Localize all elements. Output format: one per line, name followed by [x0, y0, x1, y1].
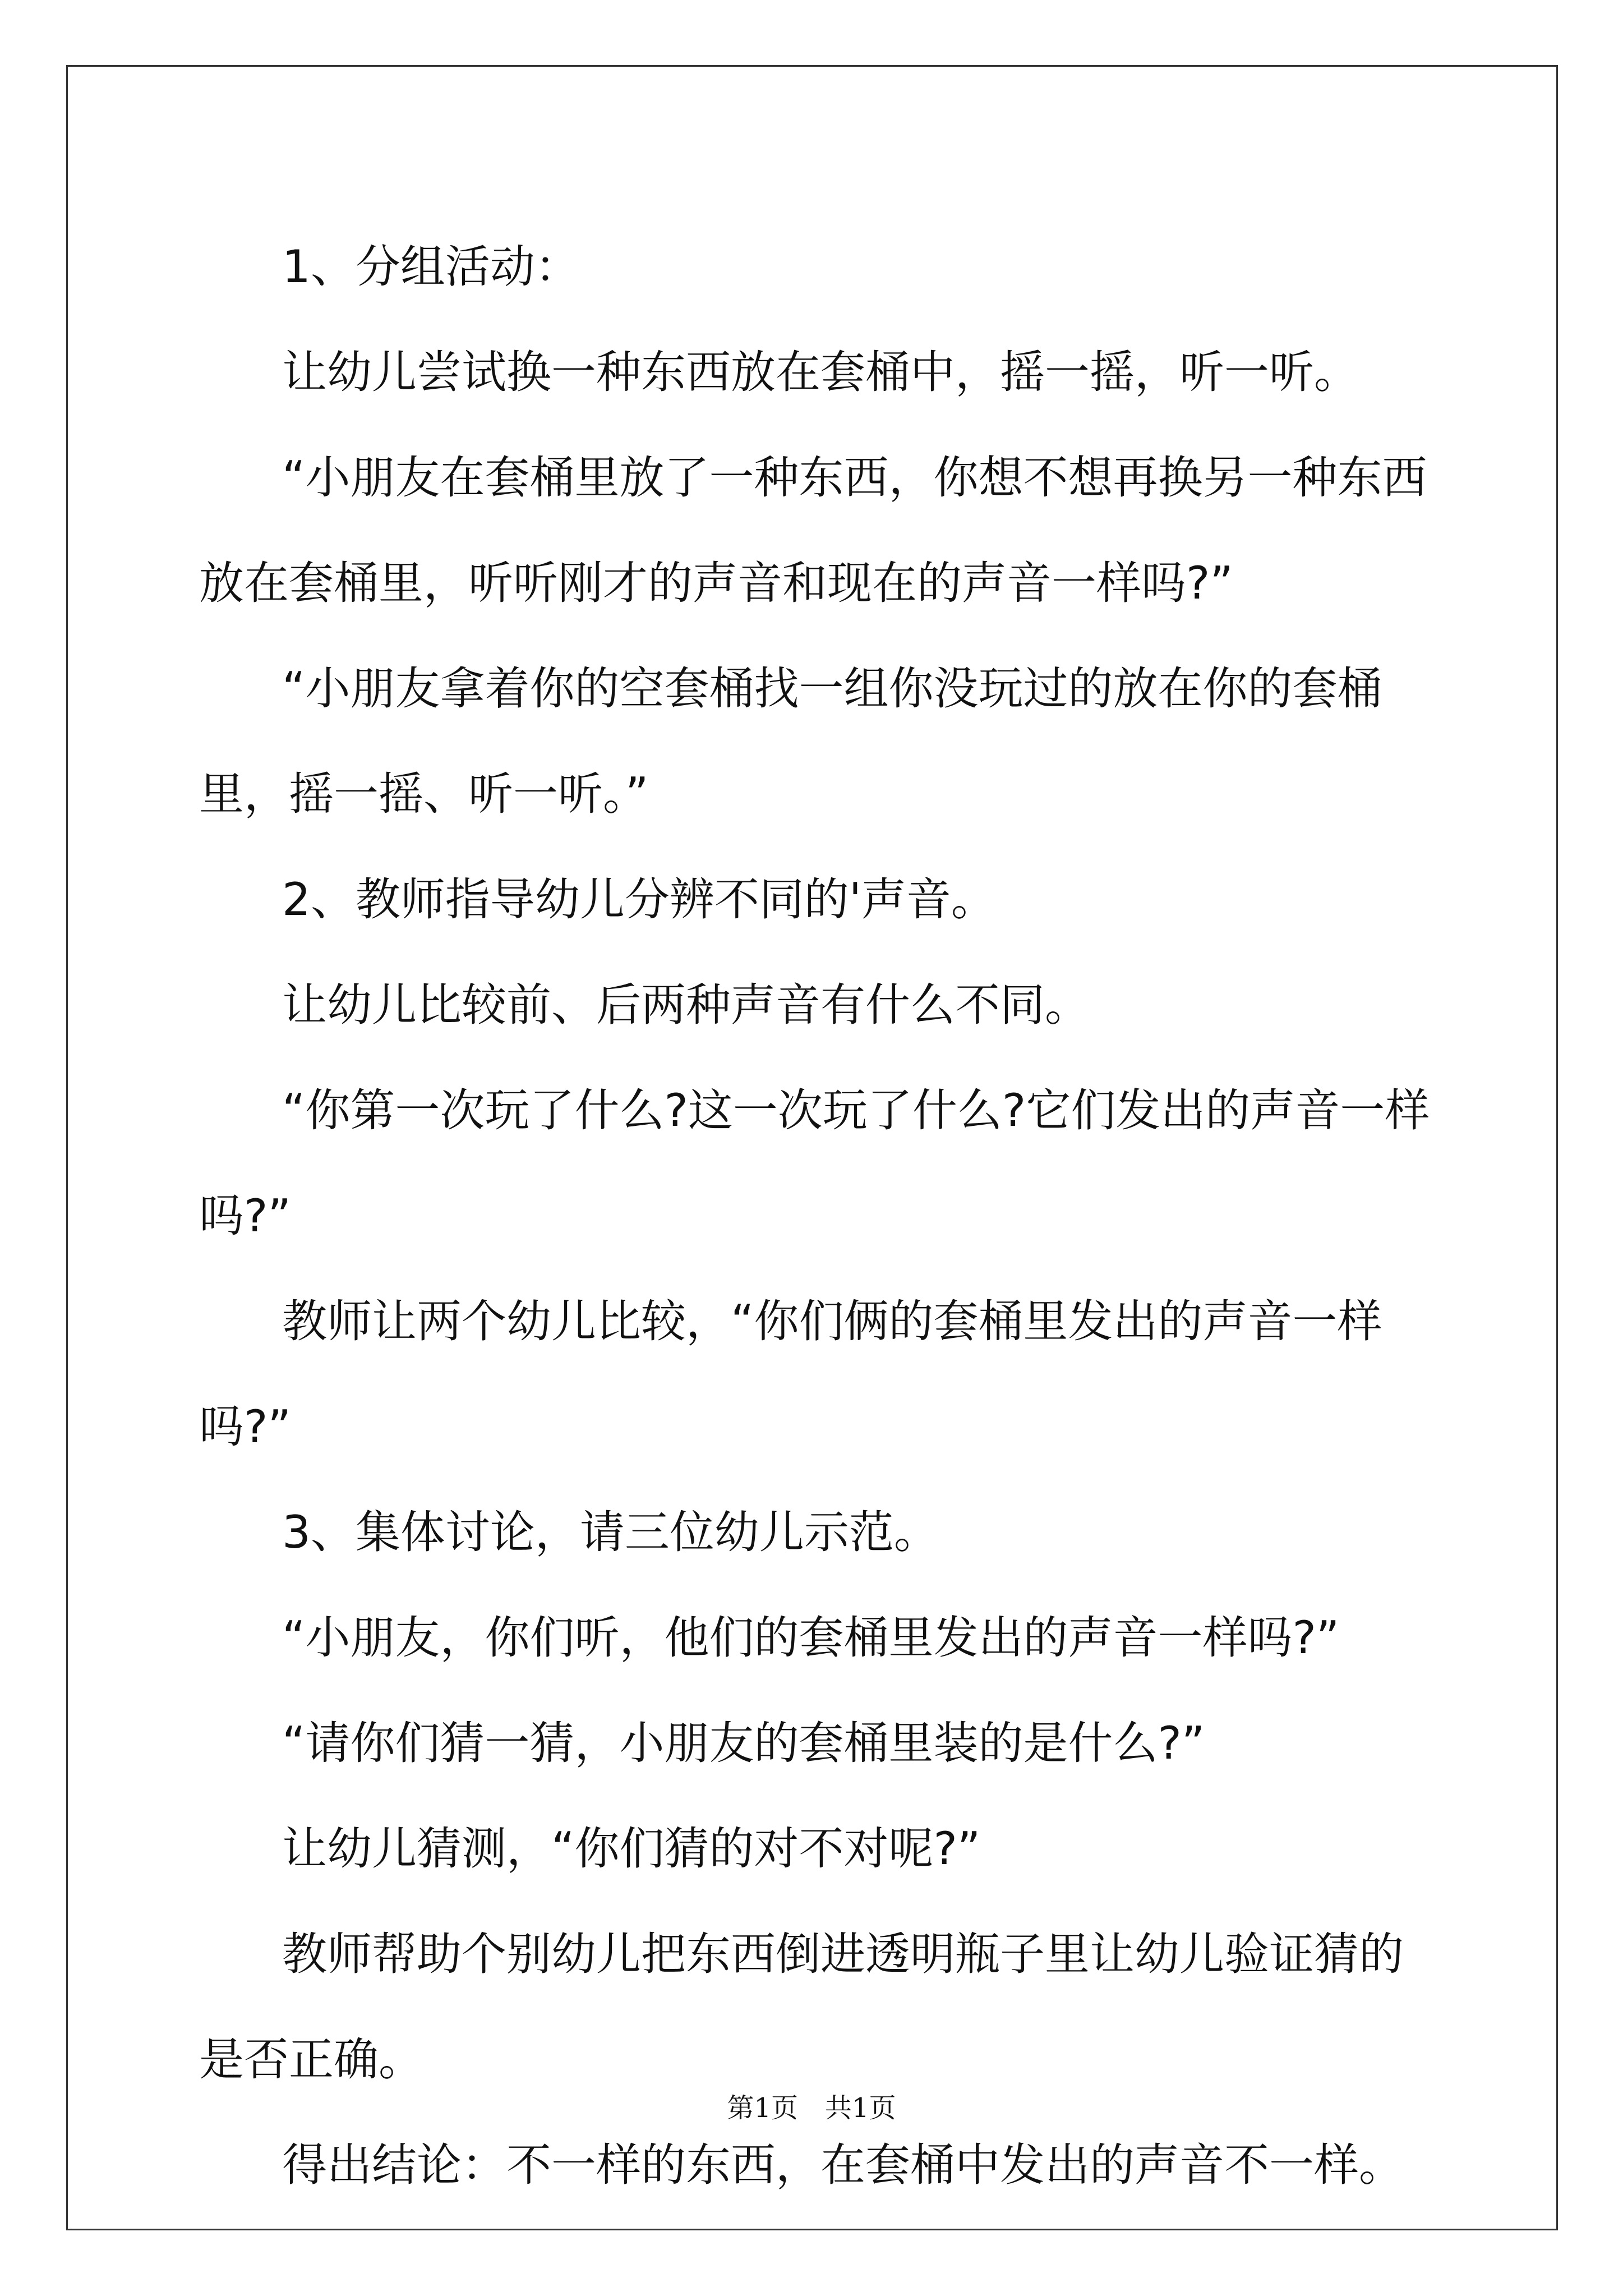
paragraph: “请你们猜一猜，小朋友的套桶里装的是什么?” — [282, 1717, 1205, 1769]
paragraph: 3、集体讨论，请三位幼儿示范。 — [282, 1506, 939, 1558]
page-number-current: 第1页 — [727, 2092, 798, 2124]
paragraph: 得出结论：不一样的东西，在套桶中发出的声音不一样。 — [282, 2139, 1404, 2191]
document-body — [199, 214, 1438, 2218]
paragraph: 教师帮助个别幼儿把东西倒进透明瓶子里让幼儿验证猜的是否正确。 — [199, 1928, 1404, 2086]
paragraph: 教师让两个幼儿比较，“你们俩的套桶里发出的声音一样吗?” — [199, 1295, 1382, 1453]
paragraph: “小朋友，你们听，他们的套桶里发出的声音一样吗?” — [282, 1612, 1340, 1664]
page-footer — [0, 2091, 1623, 2125]
paragraph: “小朋友拿着你的空套桶找一组你没玩过的放在你的套桶里，摇一摇、听一听。” — [199, 662, 1382, 820]
paragraph: “小朋友在套桶里放了一种东西，你想不想再换另一种东西放在套桶里，听听刚才的声音和现在的声音一样吗?” — [199, 452, 1427, 609]
page-number-total: 共1页 — [825, 2092, 896, 2124]
paragraph: “你第一次玩了什么?这一次玩了什么?它们发出的声音一样吗?” — [199, 1084, 1430, 1242]
paragraph: 1、分组活动： — [282, 241, 580, 293]
paragraph: 2、教师指导幼儿分辨不同的'声音。 — [282, 873, 996, 926]
paragraph: 让幼儿猜测，“你们猜的对不对呢?” — [282, 1823, 981, 1875]
paragraph: 让幼儿比较前、后两种声音有什么不同。 — [282, 979, 1090, 1031]
paragraph: 让幼儿尝试换一种东西放在套桶中，摇一摇，听一听。 — [282, 346, 1359, 398]
